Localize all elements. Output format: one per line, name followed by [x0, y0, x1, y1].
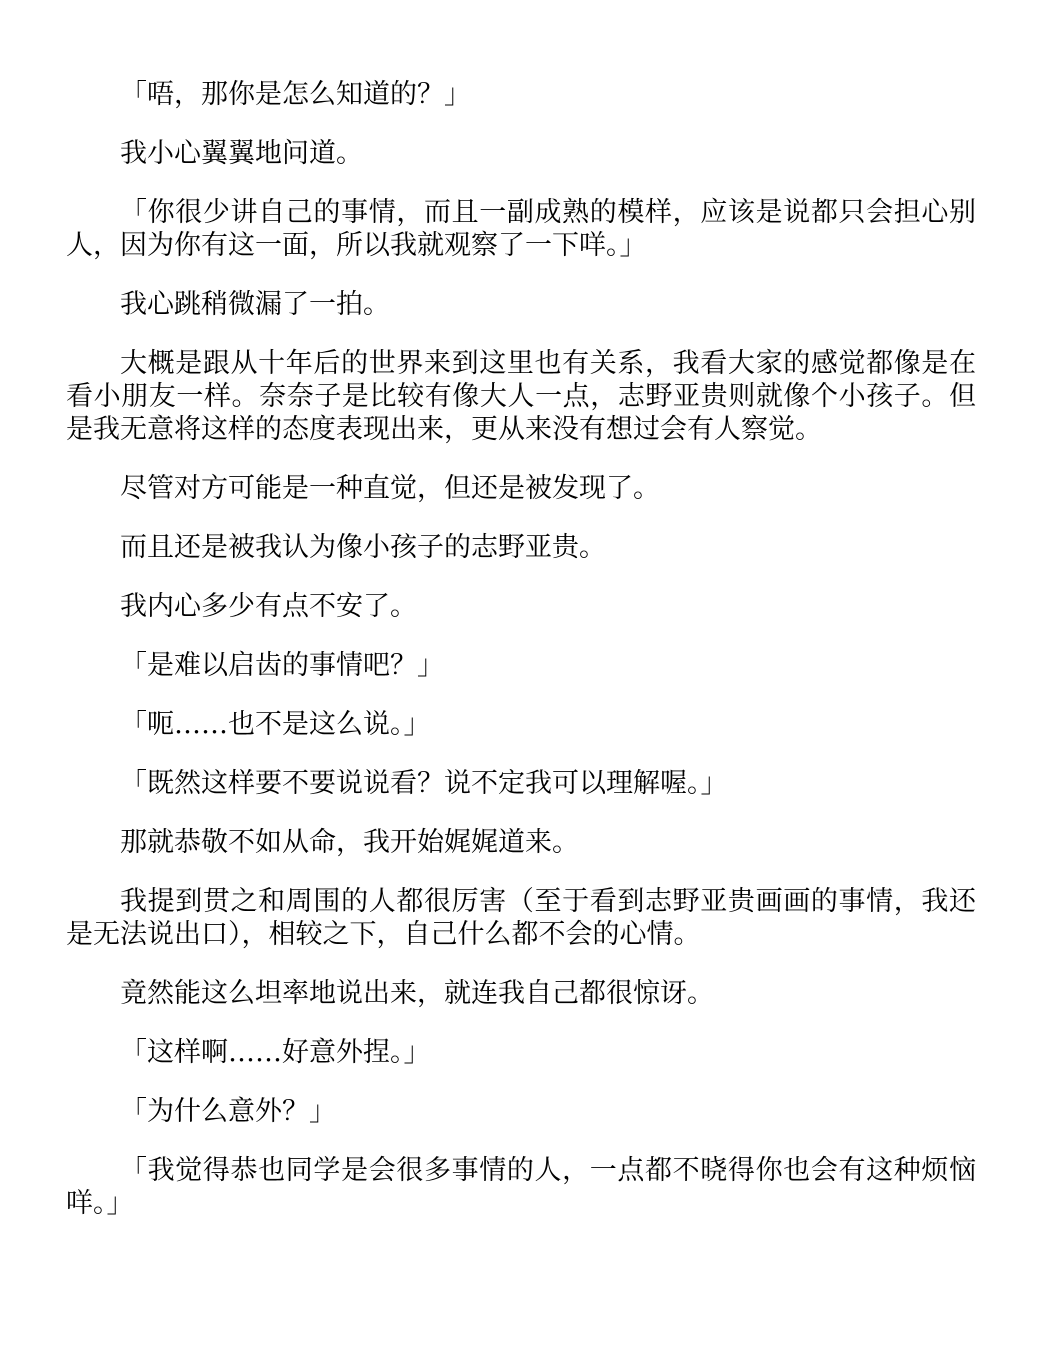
paragraph-17: 「我觉得恭也同学是会很多事情的人，一点都不晓得你也会有这种烦恼咩。」: [66, 1155, 976, 1219]
paragraph-15: 「这样啊……好意外捏。」: [120, 1037, 431, 1068]
paragraph-13: 我提到贯之和周围的人都很厉害（至于看到志野亚贵画画的事情，我还是无法说出口），相较之下，自己什么都不会的心情。: [66, 886, 976, 950]
paragraph-16: 「为什么意外？」: [120, 1096, 336, 1127]
paragraph-1: 「唔，那你是怎么知道的？」: [120, 79, 471, 110]
paragraph-2: 我小心翼翼地问道。: [120, 138, 363, 169]
paragraph-6: 尽管对方可能是一种直觉，但还是被发现了。: [120, 473, 660, 504]
paragraph-9: 「是难以启齿的事情吧？」: [120, 650, 444, 681]
paragraph-4: 我心跳稍微漏了一拍。: [120, 289, 390, 320]
paragraph-3: 「你很少讲自己的事情，而且一副成熟的模样，应该是说都只会担心别人，因为你有这一面，所以我就观察了一下咩。」: [66, 197, 976, 261]
paragraph-5: 大概是跟从十年后的世界来到这里也有关系，我看大家的感觉都像是在看小朋友一样。奈奈子是比较有像大人一点，志野亚贵则就像个小孩子。但是我无意将这样的态度表现出来，更从来没有想过会有人察觉。: [66, 348, 976, 445]
paragraph-14: 竟然能这么坦率地说出来，就连我自己都很惊讶。: [120, 978, 714, 1009]
paragraph-11: 「既然这样要不要说说看？说不定我可以理解喔。」: [120, 768, 728, 799]
paragraph-8: 我内心多少有点不安了。: [120, 591, 417, 622]
document-page: [66, 78, 976, 1246]
paragraph-10: 「呃……也不是这么说。」: [120, 709, 431, 740]
paragraph-7: 而且还是被我认为像小孩子的志野亚贵。: [120, 532, 606, 563]
paragraph-12: 那就恭敬不如从命，我开始娓娓道来。: [120, 827, 579, 858]
